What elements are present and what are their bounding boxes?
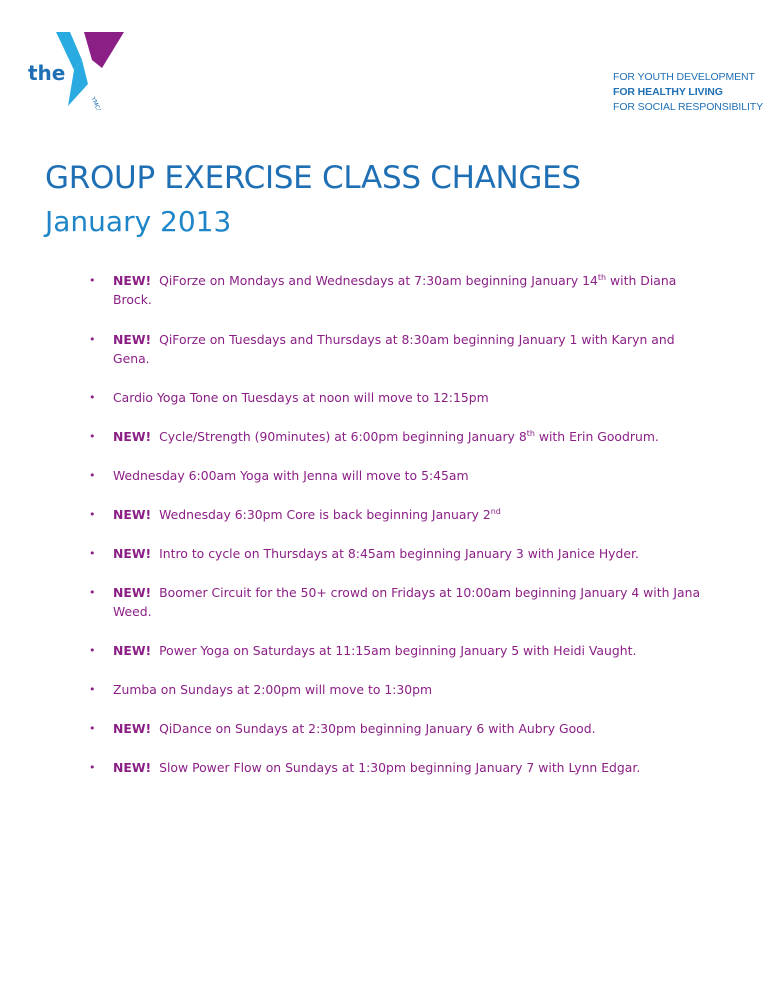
bullet-icon: • [89, 391, 96, 404]
list-item [89, 388, 713, 407]
tagline-line-youth: FOR YOUTH DEVELOPMENT [613, 71, 755, 83]
bullet-icon: • [89, 586, 96, 599]
ordinal-suffix: th [526, 428, 535, 438]
ymca-logo [28, 30, 138, 110]
change-text: Boomer Circuit for the 50+ crowd on Fridays at 10:00am beginning January 4 with Jana Weed. [113, 585, 701, 619]
list-item [89, 427, 713, 446]
ordinal-suffix: th [597, 272, 607, 282]
change-text: Slow Power Flow on Sundays at 1:30pm beginning January 7 with Lynn Edgar. [159, 760, 641, 775]
change-text: Zumba on Sundays at 2:00pm will move to 1:30pm [113, 682, 433, 697]
change-text: Cycle/Strength (90minutes) at 6:00pm beginning January 8 [159, 429, 527, 444]
new-badge: NEW! [113, 585, 152, 600]
logo-the-text: the [28, 61, 66, 85]
list-item [89, 330, 713, 368]
new-badge: NEW! [113, 546, 152, 561]
tagline [613, 70, 763, 115]
change-text: Power Yoga on Saturdays at 11:15am beginning January 5 with Heidi Vaught. [159, 643, 637, 658]
change-text: QiForze on Mondays and Wednesdays at 7:30am beginning January 14 [159, 273, 598, 288]
change-text-end: with Erin Goodrum. [534, 429, 659, 444]
change-text: Wednesday 6:30pm Core is back beginning January 2 [159, 507, 491, 522]
new-badge: NEW! [113, 507, 152, 522]
bullet-icon: • [89, 274, 96, 287]
list-item [89, 505, 713, 524]
page-title: GROUP EXERCISE CLASS CHANGES [45, 160, 581, 196]
list-item [89, 583, 713, 621]
new-badge: NEW! [113, 273, 152, 288]
new-badge: NEW! [113, 429, 152, 444]
new-badge: NEW! [113, 760, 152, 775]
bullet-icon: • [89, 722, 96, 735]
bullet-icon: • [89, 683, 96, 696]
new-badge: NEW! [113, 721, 152, 736]
new-badge: NEW! [113, 643, 152, 658]
ordinal-suffix: nd [490, 506, 501, 516]
list-item [89, 680, 713, 699]
change-text-end: with Diana Brock. [113, 273, 677, 307]
page-subtitle: January 2013 [45, 205, 232, 238]
change-text: Cardio Yoga Tone on Tuesdays at noon will move to 12:15pm [113, 390, 489, 405]
bullet-icon: • [89, 333, 96, 346]
change-text: Wednesday 6:00am Yoga with Jenna will move to 5:45am [113, 468, 469, 483]
bullet-icon: • [89, 644, 96, 657]
bullet-icon: • [89, 761, 96, 774]
list-item [89, 466, 713, 485]
change-text: QiDance on Sundays at 2:30pm beginning January 6 with Aubry Good. [159, 721, 596, 736]
list-item [89, 758, 713, 777]
list-item [89, 271, 713, 309]
bullet-icon: • [89, 547, 96, 560]
ymca-y-icon [28, 30, 138, 110]
list-item [89, 544, 713, 563]
new-badge: NEW! [113, 332, 152, 347]
list-item [89, 719, 713, 738]
bullet-icon: • [89, 469, 96, 482]
bullet-icon: • [89, 508, 96, 521]
change-text: Intro to cycle on Thursdays at 8:45am beginning January 3 with Janice Hyder. [159, 546, 639, 561]
bullet-icon: • [89, 430, 96, 443]
logo-ymca-text: YMCA [89, 95, 103, 110]
list-item [89, 641, 713, 660]
tagline-line-healthy: FOR HEALTHY LIVING [613, 86, 723, 98]
change-text: QiForze on Tuesdays and Thursdays at 8:30am beginning January 1 with Karyn and Gena. [113, 332, 675, 366]
tagline-line-social: FOR SOCIAL RESPONSIBILITY [613, 101, 763, 113]
